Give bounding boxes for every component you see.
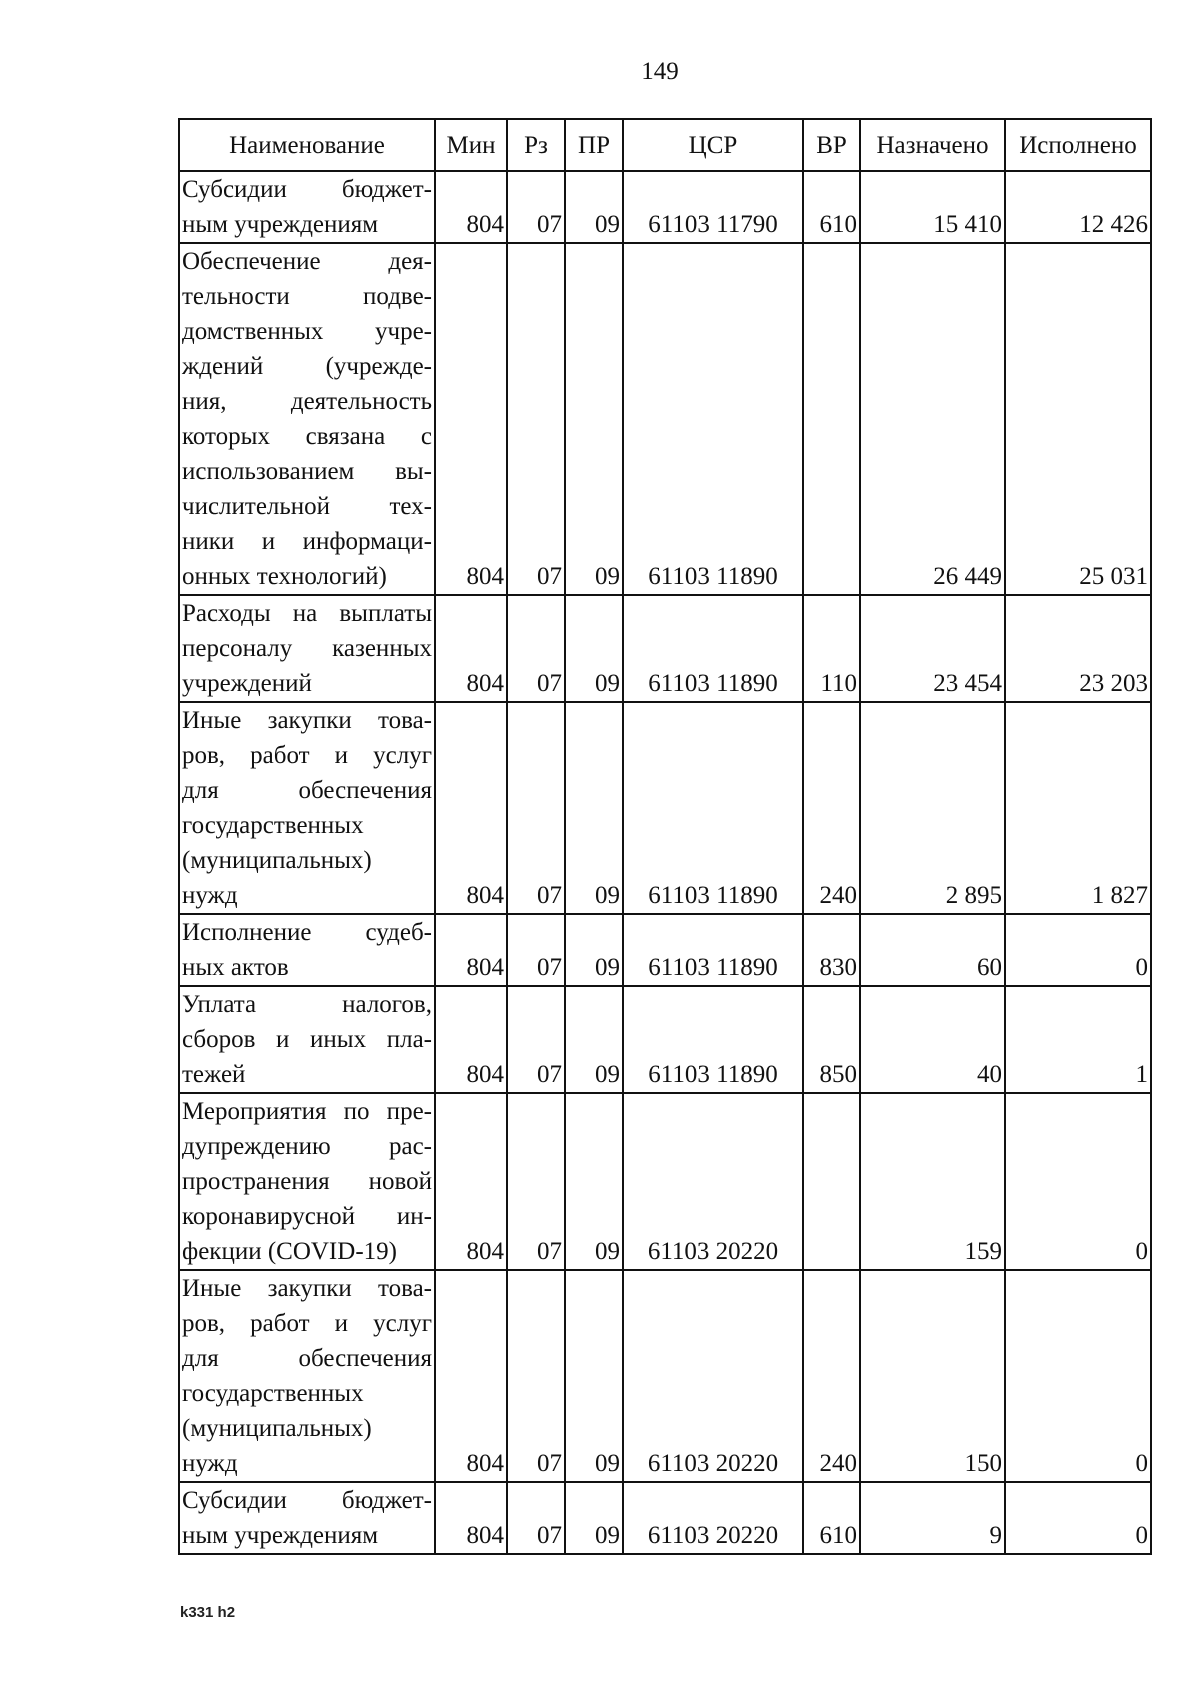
cell-vr: 610 — [803, 171, 860, 243]
name-line: онных технологий) — [182, 563, 387, 590]
cell-vr: 240 — [803, 702, 860, 914]
name-line: нужд — [182, 882, 238, 909]
cell-pr: 09 — [565, 1270, 623, 1482]
cell-assigned: 9 — [860, 1482, 1005, 1554]
name-line: ники и информаци- — [182, 528, 432, 555]
cell-executed: 25 031 — [1005, 243, 1151, 595]
name-line: для обеспечения — [182, 777, 432, 804]
header-executed: Исполнено — [1005, 119, 1151, 171]
cell-executed: 12 426 — [1005, 171, 1151, 243]
name-line: тельности подве- — [182, 283, 432, 310]
name-line: числительной тех- — [182, 493, 432, 520]
name-line: ным учреждениям — [182, 1522, 379, 1549]
cell-vr — [803, 243, 860, 595]
name-line: Расходы на выплаты — [182, 600, 432, 627]
name-line: государственных — [182, 812, 364, 839]
cell-pr: 09 — [565, 171, 623, 243]
name-line: ров, работ и услуг — [182, 742, 432, 769]
cell-executed: 1 — [1005, 986, 1151, 1093]
header-csr: ЦСР — [623, 119, 803, 171]
cell-vr: 110 — [803, 595, 860, 702]
name-line: Уплата налогов, — [182, 991, 432, 1018]
cell-vr: 830 — [803, 914, 860, 986]
cell-rz: 07 — [507, 914, 565, 986]
cell-csr: 61103 11890 — [623, 986, 803, 1093]
header-assigned: Назначено — [860, 119, 1005, 171]
name-line: для обеспечения — [182, 1345, 432, 1372]
cell-assigned: 23 454 — [860, 595, 1005, 702]
name-line: Иные закупки това- — [182, 1275, 432, 1302]
cell-assigned: 2 895 — [860, 702, 1005, 914]
cell-min: 804 — [435, 1482, 507, 1554]
page-number: 149 — [641, 58, 679, 85]
name-line: Иные закупки това- — [182, 707, 432, 734]
cell-executed: 0 — [1005, 1093, 1151, 1270]
name-line: (муниципальных) — [182, 847, 372, 874]
cell-executed: 1 827 — [1005, 702, 1151, 914]
cell-name — [179, 171, 435, 243]
name-line: ждений (учрежде- — [182, 353, 432, 380]
table-row — [179, 171, 1151, 243]
cell-vr — [803, 1093, 860, 1270]
cell-name — [179, 243, 435, 595]
cell-csr: 61103 20220 — [623, 1093, 803, 1270]
cell-csr: 61103 20220 — [623, 1270, 803, 1482]
name-line: Субсидии бюджет- — [182, 176, 432, 203]
name-line: нужд — [182, 1450, 238, 1477]
cell-name — [179, 914, 435, 986]
table-row — [179, 1093, 1151, 1270]
cell-vr: 850 — [803, 986, 860, 1093]
name-line: государственных — [182, 1380, 364, 1407]
cell-pr: 09 — [565, 243, 623, 595]
table-row — [179, 986, 1151, 1093]
cell-pr: 09 — [565, 986, 623, 1093]
header-min: Мин — [435, 119, 507, 171]
cell-executed: 0 — [1005, 1270, 1151, 1482]
cell-csr: 61103 11890 — [623, 595, 803, 702]
name-line: фекции (COVID-19) — [182, 1238, 397, 1265]
header-rz: Рз — [507, 119, 565, 171]
cell-vr: 610 — [803, 1482, 860, 1554]
cell-name — [179, 1270, 435, 1482]
table-row — [179, 914, 1151, 986]
cell-min: 804 — [435, 986, 507, 1093]
cell-min: 804 — [435, 1093, 507, 1270]
cell-assigned: 26 449 — [860, 243, 1005, 595]
name-line: ния, деятельность — [182, 388, 432, 415]
cell-min: 804 — [435, 171, 507, 243]
cell-rz: 07 — [507, 1270, 565, 1482]
name-line: домственных учре- — [182, 318, 432, 345]
cell-rz: 07 — [507, 702, 565, 914]
cell-executed: 0 — [1005, 914, 1151, 986]
name-line: Мероприятия по пре- — [182, 1098, 432, 1125]
cell-min: 804 — [435, 1270, 507, 1482]
cell-min: 804 — [435, 243, 507, 595]
cell-min: 804 — [435, 702, 507, 914]
table-header-row — [179, 119, 1151, 171]
name-line: дупреждению рас- — [182, 1133, 432, 1160]
name-line: Субсидии бюджет- — [182, 1487, 432, 1514]
cell-csr: 61103 11890 — [623, 702, 803, 914]
cell-min: 804 — [435, 914, 507, 986]
name-line: ных актов — [182, 954, 289, 981]
cell-name — [179, 702, 435, 914]
budget-table — [178, 118, 1152, 1555]
cell-csr: 61103 20220 — [623, 1482, 803, 1554]
cell-executed: 0 — [1005, 1482, 1151, 1554]
header-name: Наименование — [179, 119, 435, 171]
name-line: использованием вы- — [182, 458, 432, 485]
cell-name — [179, 986, 435, 1093]
cell-pr: 09 — [565, 1482, 623, 1554]
cell-csr: 61103 11890 — [623, 914, 803, 986]
name-line: сборов и иных пла- — [182, 1026, 432, 1053]
name-line: коронавирусной ин- — [182, 1203, 432, 1230]
cell-pr: 09 — [565, 1093, 623, 1270]
cell-assigned: 150 — [860, 1270, 1005, 1482]
cell-assigned: 40 — [860, 986, 1005, 1093]
table-row — [179, 595, 1151, 702]
name-line: учреждений — [182, 670, 312, 697]
table-row — [179, 1270, 1151, 1482]
table-body — [179, 171, 1151, 1554]
cell-rz: 07 — [507, 1093, 565, 1270]
cell-assigned: 15 410 — [860, 171, 1005, 243]
name-line: персоналу казенных — [182, 635, 432, 662]
cell-assigned: 159 — [860, 1093, 1005, 1270]
cell-name — [179, 595, 435, 702]
header-vr: ВР — [803, 119, 860, 171]
name-line: ров, работ и услуг — [182, 1310, 432, 1337]
header-pr: ПР — [565, 119, 623, 171]
table-row — [179, 1482, 1151, 1554]
table-row — [179, 243, 1151, 595]
cell-assigned: 60 — [860, 914, 1005, 986]
cell-csr: 61103 11890 — [623, 243, 803, 595]
cell-name — [179, 1482, 435, 1554]
footer-code: k331 h2 — [180, 1604, 236, 1621]
name-line: Исполнение судеб- — [182, 919, 432, 946]
name-line: пространения новой — [182, 1168, 432, 1195]
cell-rz: 07 — [507, 595, 565, 702]
cell-rz: 07 — [507, 243, 565, 595]
cell-csr: 61103 11790 — [623, 171, 803, 243]
cell-pr: 09 — [565, 914, 623, 986]
cell-name — [179, 1093, 435, 1270]
cell-rz: 07 — [507, 986, 565, 1093]
cell-min: 804 — [435, 595, 507, 702]
table-row — [179, 702, 1151, 914]
name-line: тежей — [182, 1061, 246, 1088]
cell-pr: 09 — [565, 702, 623, 914]
name-line: Обеспечение дея- — [182, 248, 432, 275]
name-line: ным учреждениям — [182, 211, 379, 238]
name-line: (муниципальных) — [182, 1415, 372, 1442]
cell-executed: 23 203 — [1005, 595, 1151, 702]
name-line: которых связана с — [182, 423, 432, 450]
cell-rz: 07 — [507, 1482, 565, 1554]
cell-pr: 09 — [565, 595, 623, 702]
cell-vr: 240 — [803, 1270, 860, 1482]
cell-rz: 07 — [507, 171, 565, 243]
